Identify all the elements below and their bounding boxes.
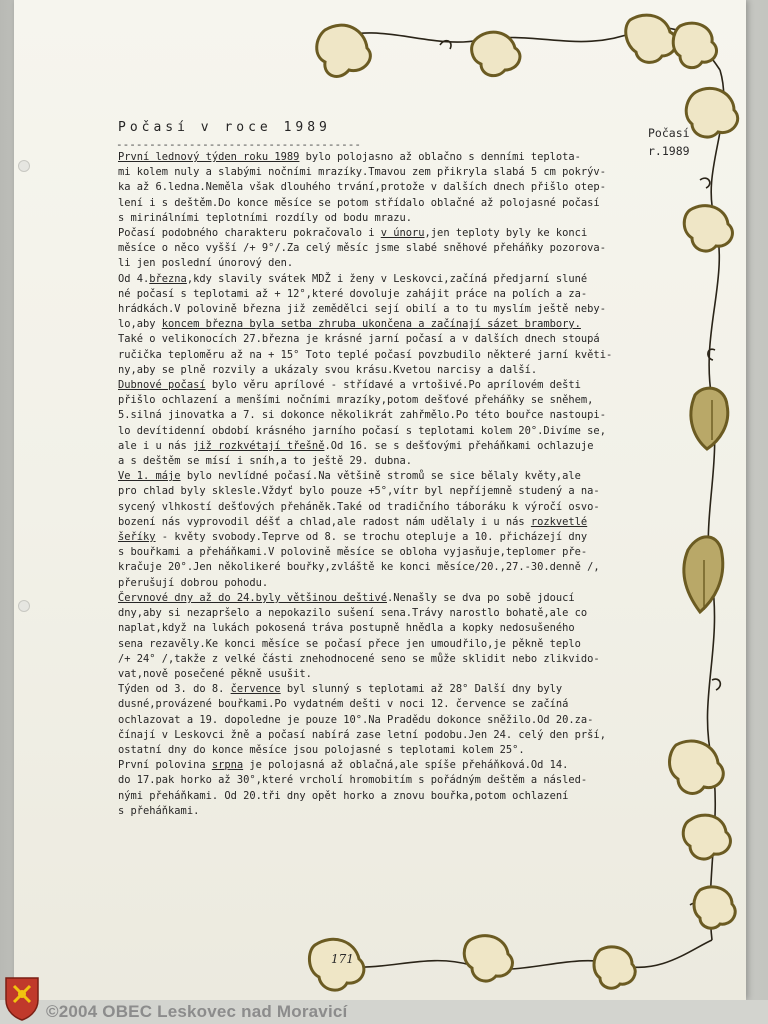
title-underline: ------------------------------------- bbox=[116, 138, 362, 151]
text-segment: bylo polojasno až oblačno s denními teplota- bbox=[299, 151, 581, 163]
text-segment: čínají v Leskovci žně a počasí nabírá zase letní podobu.Jen 24. celý den prší, bbox=[118, 728, 606, 741]
text-segment: s bouřkami a přeháňkami.V polovině měsíce se obloha vyjasňuje,teplomer pře- bbox=[118, 546, 588, 559]
text-line bbox=[118, 515, 638, 530]
text-segment: První polovina bbox=[118, 759, 212, 772]
text-line bbox=[118, 256, 638, 271]
text-segment: ,jen teploty byly ke konci bbox=[424, 227, 588, 240]
text-segment: ny,aby se plně rozvily a ukázaly svou krásu.Kvetou narcisy a další. bbox=[118, 363, 538, 376]
text-segment: přerušují dobrou pohodu. bbox=[118, 576, 269, 589]
text-segment: /+ 24° /,takže z velké části znehodnocené seno se může sklidit nebo zlikvido- bbox=[118, 652, 600, 665]
side-note-line: Počasí bbox=[648, 126, 690, 140]
text-segment: sycený vlhkostí dešťových přeháněk.Také od tradičního táboráku k výročí osvo- bbox=[118, 500, 600, 513]
text-line bbox=[118, 758, 638, 773]
underlined-text: Červnové dny až do 24.byly většinou deštivé bbox=[118, 591, 387, 604]
text-line bbox=[118, 530, 638, 545]
text-segment: né počasí s teplotami až + 12°,které dovoluje zahájit práce na polích a za- bbox=[118, 287, 588, 300]
text-line bbox=[118, 591, 638, 606]
text-line bbox=[118, 652, 638, 667]
text-segment: s mirinálními teplotními rozdíly od bodu mrazu. bbox=[118, 211, 413, 224]
text-segment: kračuje 20°.Jen několikeré bouřky,zvláště ke konci měsíce/20.,27.-30.denně /, bbox=[118, 561, 600, 574]
text-line bbox=[118, 272, 638, 287]
underlined-text: šeříky bbox=[118, 531, 156, 544]
text-line bbox=[118, 728, 638, 743]
text-segment: s přeháňkami. bbox=[118, 804, 200, 817]
text-segment: do 17.pak horko až 30°,které vrcholí hromobitím s pořádným deštěm a násled- bbox=[118, 774, 588, 787]
underlined-text: března bbox=[149, 272, 187, 285]
text-segment: bození nás vyprovodil déšť a chlad,ale radost nám udělaly i u nás bbox=[118, 515, 531, 528]
text-line bbox=[118, 789, 638, 804]
text-line bbox=[118, 378, 638, 393]
text-segment: nými přeháňkami. Od 20.tři dny opět horko a znovu bouřka,potom ochlazení bbox=[118, 789, 569, 802]
text-line bbox=[118, 287, 638, 302]
text-segment: - květy svobody.Teprve od 8. se trochu otepluje a 10. přicházejí dny bbox=[155, 531, 588, 544]
text-segment: je polojasná až oblačná,ale spíše přeháňková.Od 14. bbox=[243, 759, 569, 772]
text-segment: dusné,provázené bouřkami.Po vydatném dešti v noci 12. července se začíná bbox=[118, 698, 569, 711]
copyright-footer: ©2004 OBEC Leskovec nad Moravicí bbox=[46, 1002, 348, 1021]
document-body bbox=[118, 150, 638, 819]
text-line bbox=[118, 211, 638, 226]
text-segment: Také o velikonocích 27.března je krásné jarní počasí a v dalších dnech stoupá bbox=[118, 333, 600, 346]
side-note-line: r.1989 bbox=[648, 144, 690, 158]
text-line bbox=[118, 363, 638, 378]
text-line bbox=[118, 667, 638, 682]
text-line bbox=[118, 180, 638, 195]
text-line bbox=[118, 606, 638, 621]
text-segment: Počasí podobného charakteru pokračovalo i bbox=[118, 227, 381, 240]
text-line bbox=[118, 302, 638, 317]
municipal-crest-icon bbox=[2, 974, 42, 1022]
text-segment: sena rezavěly.Ke konci měsíce se počasí přece jen umoudřilo,je pěkně teplo bbox=[118, 637, 581, 650]
text-line bbox=[118, 332, 638, 347]
text-line bbox=[118, 576, 638, 591]
text-line bbox=[118, 637, 638, 652]
text-segment: mi kolem nuly a slabými nočními mrazíky.Tmavou zem přikryla slabá 5 cm pokrýv- bbox=[118, 166, 606, 179]
text-segment: li jen poslední únorový den. bbox=[118, 257, 294, 270]
text-line bbox=[118, 773, 638, 788]
text-line bbox=[118, 804, 638, 819]
side-note bbox=[648, 124, 690, 160]
text-line bbox=[118, 150, 638, 165]
text-segment: naplat,když na lukách pokosená tráva postupně hnědla a kopky nedosušeného bbox=[118, 622, 575, 635]
text-line bbox=[118, 348, 638, 363]
document-title: Počasí v roce 1989 bbox=[118, 120, 331, 135]
text-segment: ostatní dny do konce měsíce jsou polojasné s teplotami kolem 25°. bbox=[118, 743, 525, 756]
text-line bbox=[118, 560, 638, 575]
text-line bbox=[118, 500, 638, 515]
underlined-text: v únoru bbox=[380, 227, 425, 240]
text-line bbox=[118, 439, 638, 454]
text-segment: ochlazovat a 19. dopoledne je pouze 10°.Na Pradědu dokonce sněžilo.Od 20.za- bbox=[118, 713, 594, 726]
text-segment: vat,nově posečené pěkně usušit. bbox=[118, 667, 312, 680]
underlined-text: Ve 1. máje bbox=[118, 470, 181, 483]
underlined-text: koncem března byla setba zhruba ukončena a začínají sázet brambory. bbox=[161, 318, 581, 331]
text-segment: hrádkách.V polovině března již zemědělci sejí obilí a to tu myslím ještě neby- bbox=[118, 303, 606, 316]
text-segment: lo devítidenní období krásného jarního počasí s teplotami kolem 20°.Divíme se, bbox=[118, 424, 606, 437]
text-line bbox=[118, 454, 638, 469]
text-line bbox=[118, 226, 638, 241]
text-segment: bylo věru aprílové - střídavé a vrtošivé.Po aprílovém dešti bbox=[205, 379, 581, 392]
text-segment: přišlo ochlazení a menšími nočními mrazíky,potom dešťové přeháňky se sněhem, bbox=[118, 394, 594, 407]
text-line bbox=[118, 469, 638, 484]
text-line bbox=[118, 621, 638, 636]
text-line bbox=[118, 682, 638, 697]
text-segment: ručička teploměru až na + 15° Toto teplé počasí povzbudilo některé jarní květi- bbox=[118, 348, 613, 361]
text-line bbox=[118, 424, 638, 439]
text-segment: ka až 6.ledna.Neměla však dlouhého trvání,protože v dalších dnech přišlo otep- bbox=[118, 181, 606, 194]
underlined-text: rozkvetlé bbox=[530, 515, 588, 528]
text-line bbox=[118, 545, 638, 560]
text-line bbox=[118, 743, 638, 758]
text-segment: dny,aby si nezapršelo a nepokazilo sušení sena.Trávy narostlo bohatě,ale co bbox=[118, 607, 588, 620]
underlined-text: srpna bbox=[211, 759, 244, 772]
text-segment: .Nenašly se dva po sobě jdoucí bbox=[387, 591, 575, 604]
text-segment: byl slunný s teplotami až 28° Další dny byly bbox=[280, 683, 563, 696]
text-segment: Týden od 3. do 8. bbox=[118, 683, 231, 696]
underlined-text: První lednový týden roku 1989 bbox=[118, 151, 300, 163]
text-segment: lení i s deštěm.Do konce měsíce se potom střídalo oblačné až polojasné počasí bbox=[118, 196, 600, 209]
text-segment: ,kdy slavily svátek MDŽ i ženy v Leskovci,začíná předjarní sluné bbox=[186, 272, 588, 285]
text-line bbox=[118, 713, 638, 728]
text-segment: ale i u nás bbox=[118, 439, 194, 452]
text-segment: .Od 16. se s dešťovými přeháňkami ochlazuje bbox=[324, 439, 594, 452]
text-segment: lo,aby bbox=[118, 318, 162, 331]
text-line bbox=[118, 393, 638, 408]
underlined-text: července bbox=[230, 683, 281, 696]
underlined-text: již rozkvétají třešně bbox=[193, 439, 325, 452]
text-line bbox=[118, 484, 638, 499]
text-line bbox=[118, 196, 638, 211]
text-line bbox=[118, 241, 638, 256]
text-line bbox=[118, 317, 638, 332]
text-segment: měsíce o něco vyšší /+ 9°/.Za celý měsíc jsme slabé sněhové přeháňky pozorova- bbox=[118, 242, 606, 255]
page-number: 171 bbox=[331, 952, 354, 966]
text-line bbox=[118, 165, 638, 180]
text-segment: Od 4. bbox=[118, 272, 150, 285]
text-line bbox=[118, 408, 638, 423]
text-segment: a s deštěm se mísí i sníh,a to ještě 29. dubna. bbox=[118, 455, 413, 468]
text-segment: 5.silná jinovatka a 7. si dokonce několikrát zahřmělo.Po této bouřce nastoupi- bbox=[118, 409, 606, 422]
text-segment: bylo nevlídné počasí.Na většině stromů se sice bělaly květy,ale bbox=[180, 470, 581, 483]
text-segment: pro chlad byly sklesle.Vždyť bylo pouze +5°,vítr byl nepříjemně studený a na- bbox=[118, 485, 600, 498]
underlined-text: Dubnové počasí bbox=[118, 379, 206, 392]
text-line bbox=[118, 697, 638, 712]
